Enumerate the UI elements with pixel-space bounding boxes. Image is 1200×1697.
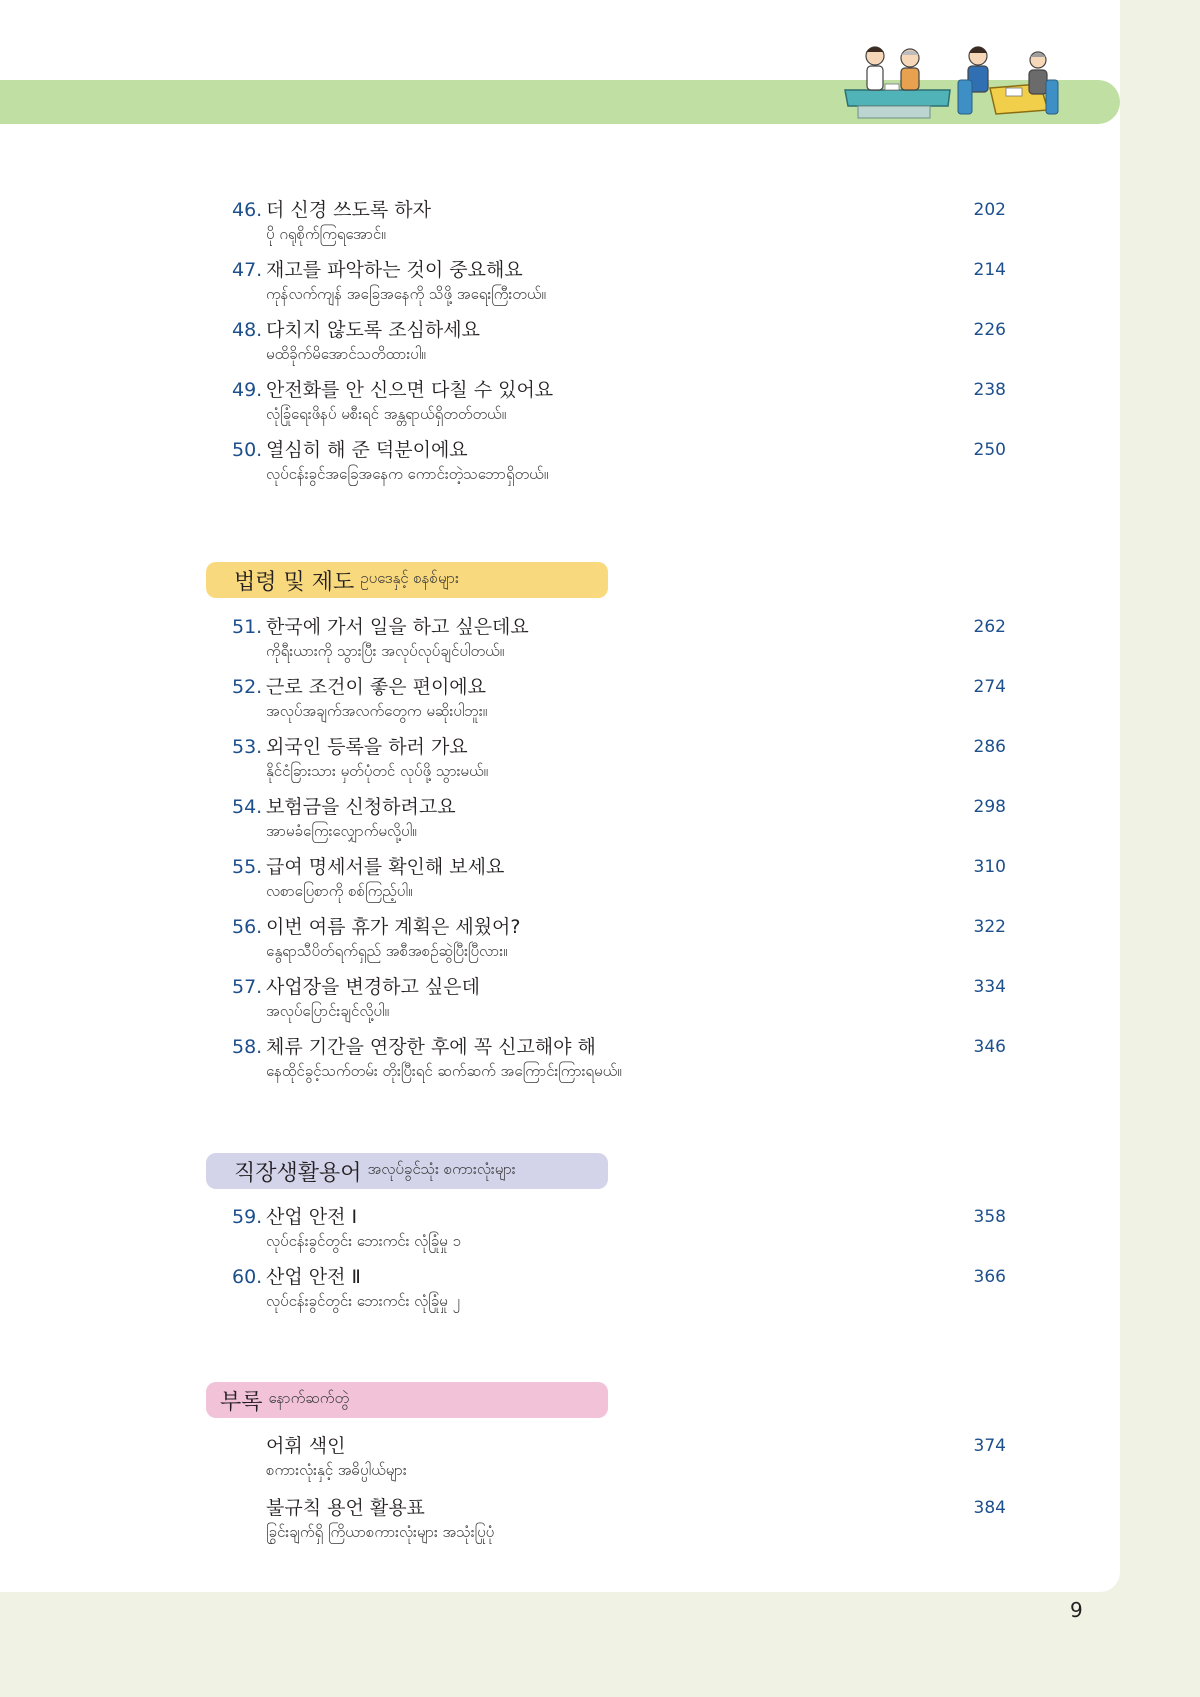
entry-page-number: 384	[973, 1498, 1006, 1518]
section-header-workplace	[206, 1153, 608, 1189]
entry-page-number: 346	[973, 1037, 1006, 1057]
toc-entry[interactable]	[0, 735, 1120, 791]
entry-number: 53.	[232, 736, 263, 758]
toc-entry[interactable]	[0, 1035, 1120, 1091]
entry-page-number: 262	[973, 617, 1006, 637]
entry-page-number: 334	[973, 977, 1006, 997]
entry-title-korean: 불규칙 용언 활용표	[266, 1497, 425, 1519]
entry-page-number: 374	[973, 1436, 1006, 1456]
entry-title-korean: 다치지 않도록 조심하세요	[266, 319, 480, 341]
entry-page-number: 310	[973, 857, 1006, 877]
entry-title-korean: 보험금을 신청하려고요	[266, 796, 456, 818]
entry-number: 54.	[232, 796, 263, 818]
section-header-law	[206, 562, 608, 598]
entry-page-number: 226	[973, 320, 1006, 340]
entry-title-korean: 근로 조건이 좋은 편이에요	[266, 676, 487, 698]
toc-entry[interactable]	[0, 198, 1120, 254]
toc-entry[interactable]	[0, 675, 1120, 731]
entry-title-burmese: ခြွင်းချက်ရှိ ကြိယာစကားလုံးများ အသုံးပြုပုံ	[266, 1523, 495, 1541]
section-title-korean: 직장생활용어	[234, 1160, 362, 1186]
entry-number: 48.	[232, 319, 263, 341]
entry-page-number: 202	[973, 200, 1006, 220]
entry-number: 50.	[232, 439, 263, 461]
entry-title-korean: 산업 안전 Ⅰ	[266, 1206, 358, 1228]
entry-page-number: 274	[973, 677, 1006, 697]
office-meeting-illustration	[840, 40, 1070, 126]
entry-number: 59.	[232, 1206, 263, 1228]
section-title-korean: 부록	[220, 1389, 263, 1415]
section-title-burmese: နောက်ဆက်တွဲ	[268, 1389, 350, 1407]
toc-entry[interactable]	[0, 975, 1120, 1031]
entry-title-korean: 이번 여름 휴가 계획은 세웠어?	[266, 916, 521, 938]
entry-number: 55.	[232, 856, 263, 878]
entry-title-korean: 체류 기간을 연장한 후에 꼭 신고해야 해	[266, 1036, 596, 1058]
section-title-korean: 법령 및 제도	[234, 569, 355, 595]
entry-title-burmese: နိုင်ငံခြားသား မှတ်ပုံတင် လုပ်ဖို့ သွားမယ်။	[266, 762, 489, 780]
toc-entry[interactable]	[0, 915, 1120, 971]
entry-page-number: 214	[973, 260, 1006, 280]
entry-number: 52.	[232, 676, 263, 698]
entry-title-burmese: လုပ်ငန်းခွင်တွင်း ဘေးကင်း လုံခြုံမှု ၁	[266, 1232, 461, 1250]
section-header-appendix	[206, 1382, 608, 1418]
entry-number: 57.	[232, 976, 263, 998]
toc-entry[interactable]	[0, 438, 1120, 494]
entry-title-burmese: အလုပ်အချက်အလက်တွေက မဆိုးပါဘူး။	[266, 702, 488, 720]
entry-title-burmese: လုပ်ငန်းခွင်တွင်း ဘေးကင်း လုံခြုံမှု ၂	[266, 1292, 460, 1310]
entry-title-korean: 열심히 해 준 덕분이에요	[266, 439, 468, 461]
entry-title-burmese: အာမခံကြေးလျှောက်မလို့ပါ။	[266, 822, 417, 840]
entry-title-burmese: လုပ်ငန်းခွင်အခြေအနေက ကောင်းတဲ့သဘောရှိတယ်။	[266, 465, 549, 483]
entry-page-number: 298	[973, 797, 1006, 817]
entry-title-korean: 한국에 가서 일을 하고 싶은데요	[266, 616, 529, 638]
entry-title-korean: 급여 명세서를 확인해 보세요	[266, 856, 505, 878]
toc-entry[interactable]	[0, 855, 1120, 911]
entry-number: 60.	[232, 1266, 263, 1288]
entry-number: 46.	[232, 199, 263, 221]
entry-page-number: 366	[973, 1267, 1006, 1287]
entry-title-burmese: ကုန်လက်ကျန် အခြေအနေကို သိဖို့ အရေးကြီးတယ်။	[266, 285, 546, 303]
entry-number: 51.	[232, 616, 263, 638]
toc-entry[interactable]	[0, 1265, 1120, 1321]
entry-title-burmese: ပို ဂရုစိုက်ကြရအောင်။	[266, 225, 386, 243]
entry-page-number: 322	[973, 917, 1006, 937]
entry-title-korean: 안전화를 안 신으면 다칠 수 있어요	[266, 379, 554, 401]
entry-title-burmese: ကိုရီးယားကို သွားပြီး အလုပ်လုပ်ချင်ပါတယ်။	[266, 642, 505, 660]
section-title-burmese: ဥပဒေနှင့် စနစ်များ	[360, 569, 459, 587]
entry-title-burmese: နွေရာသီပိတ်ရက်ရှည် အစီအစဉ်ဆွဲပြီးပြီလား။	[266, 942, 508, 960]
toc-entry[interactable]	[0, 1205, 1120, 1261]
entry-title-korean: 외국인 등록을 하러 가요	[266, 736, 468, 758]
entry-title-burmese: စကားလုံးနှင့် အဓိပ္ပါယ်များ	[266, 1461, 407, 1479]
toc-entry[interactable]	[0, 615, 1120, 671]
entry-title-korean: 사업장을 변경하고 싶은데	[266, 976, 480, 998]
entry-title-korean: 어휘 색인	[266, 1435, 346, 1457]
toc-entry[interactable]	[0, 318, 1120, 374]
entry-page-number: 250	[973, 440, 1006, 460]
entry-number: 58.	[232, 1036, 263, 1058]
entry-number: 49.	[232, 379, 263, 401]
entry-number: 56.	[232, 916, 263, 938]
toc-entry[interactable]	[0, 1434, 1120, 1490]
entry-number: 47.	[232, 259, 263, 281]
toc-entry[interactable]	[0, 378, 1120, 434]
entry-page-number: 286	[973, 737, 1006, 757]
page-number: 9	[1070, 1598, 1083, 1622]
entry-title-burmese: လုံခြုံရေးဖိနပ် မစီးရင် အန္တရာယ်ရှိတတ်တယ်။	[266, 405, 507, 423]
toc-entry[interactable]	[0, 1496, 1120, 1552]
entry-page-number: 238	[973, 380, 1006, 400]
entry-page-number: 358	[973, 1207, 1006, 1227]
entry-title-burmese: လစာပြေစာကို စစ်ကြည့်ပါ။	[266, 882, 413, 900]
toc-entry[interactable]	[0, 258, 1120, 314]
entry-title-burmese: မထိခိုက်မိအောင်သတိထားပါ။	[266, 345, 426, 363]
entry-title-korean: 산업 안전 Ⅱ	[266, 1266, 361, 1288]
entry-title-korean: 재고를 파악하는 것이 중요해요	[266, 259, 523, 281]
entry-title-burmese: နေထိုင်ခွင့်သက်တမ်း တိုးပြီးရင် ဆက်ဆက် အကြောင်းကြားရမယ်။	[266, 1062, 622, 1080]
section-title-burmese: အလုပ်ခွင်သုံး စကားလုံးများ	[367, 1160, 516, 1178]
entry-title-korean: 더 신경 쓰도록 하자	[266, 199, 431, 221]
toc-entry[interactable]	[0, 795, 1120, 851]
entry-title-burmese: အလုပ်ပြောင်းချင်လို့ပါ။	[266, 1002, 390, 1020]
